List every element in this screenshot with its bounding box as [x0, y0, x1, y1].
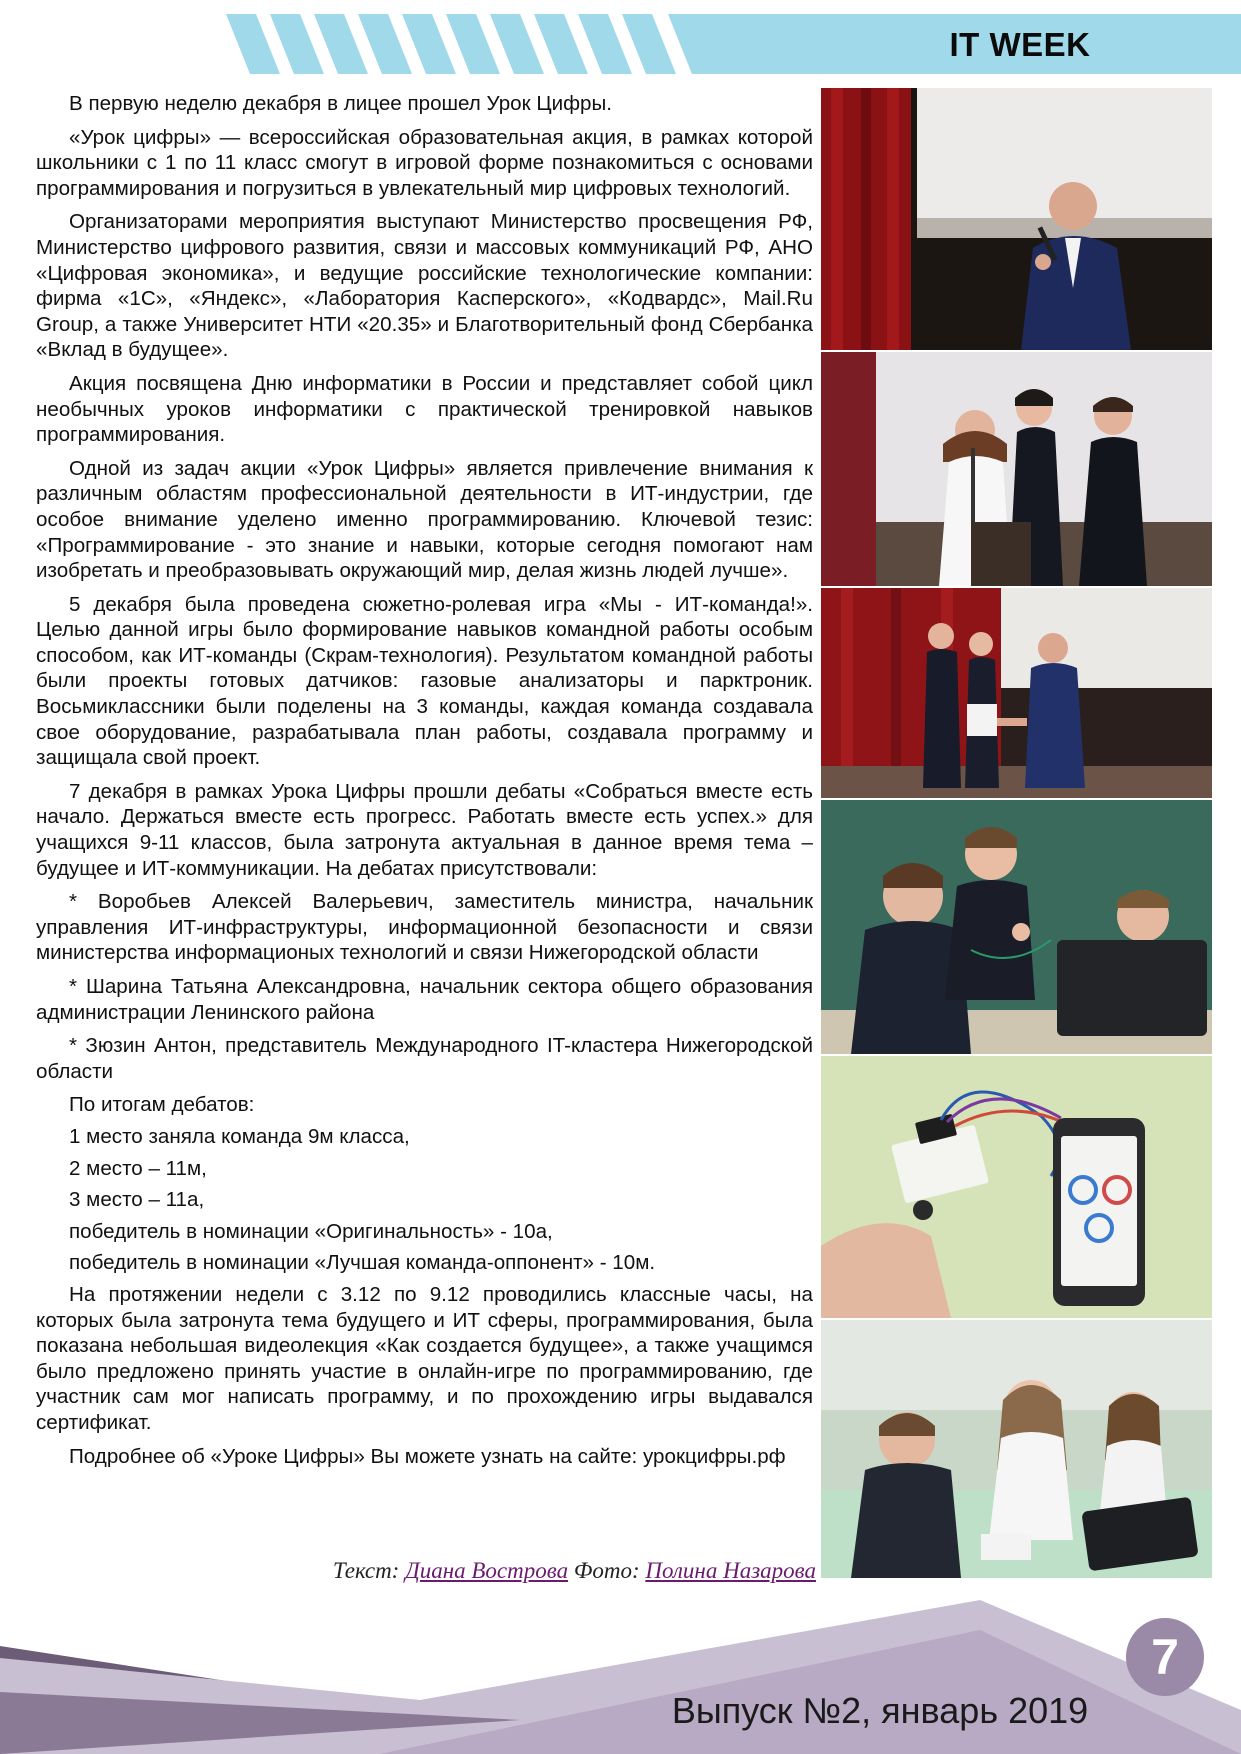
photographer-link[interactable]: Полина Назарова [645, 1558, 816, 1583]
photo-classroom-students [821, 1320, 1212, 1578]
attendee-item: * Шарина Татьяна Александровна, начальник сектора общего образования администрации Ленинского района [36, 975, 813, 1024]
author-link[interactable]: Диана Вострова [405, 1558, 569, 1583]
article-paragraph: Организаторами мероприятия выступают Министерство просвещения РФ, Министерство цифрового развития, связи и массовых коммуникаций РФ, АНО «Цифровая экономика», и ведущие российские технологические компании: фирма «1С», «Яндекс», «Лаборатория Касперского», «Кодвардс», Mail.Ru Group, а также Университет НТИ «20.35» и Благотворительный фонд Сбербанка «Вклад в будущее». [36, 210, 813, 362]
photo-students-laptop [821, 800, 1212, 1054]
article-paragraph: «Урок цифры» — всероссийская образовательная акция, в рамках которой школьники с 1 по 11 класс смогут в игровой форме познакомиться с основами программирования и погрузиться в увлекательный мир цифровых технологий. [36, 125, 813, 200]
results-heading: По итогам дебатов: [69, 1093, 255, 1117]
article-paragraph: 7 декабря в рамках Урока Цифры прошли дебаты «Собраться вместе есть начало. Держаться вместе есть прогресс. Работать вместе есть успех.» для учащихся 9-11 классов, была затронута актуальная в данное время тема – будущее и ИТ-коммуникации. На дебатах присутствовали: [36, 779, 813, 880]
photo-students-podium [821, 352, 1212, 586]
article-paragraph: Одной из задач акции «Урок Цифры» является привлечение внимания к различным областям профессиональной деятельности в ИТ-индустрии, где особое внимание уделено именно программированию. Ключевой тезис: «Программирование - это знание и навыки, которые сегодня помогают нам изобретать и преобразовывать окружающий мир, делая жизнь людей лучше». [36, 456, 813, 583]
result-item: победитель в номинации «Оригинальность» - 10а, [69, 1219, 553, 1243]
article-paragraph: 5 декабря была проведена сюжетно-ролевая игра «Мы - ИТ-команда!». Целью данной игры было формирование навыков командной работы особым способом, как ИТ-команды (Скрам-технология). Результатом командной работы были проекты готовых датчиков: газовые анализаторы и парктроник. Восьмиклассники были поделены на 3 команды, каждая команда создавала свое оборудование, разрабатывала план работы, создавала программу и защищала свой проект. [36, 592, 813, 770]
attendee-item: * Зюзин Антон, представитель Международного IT-кластера Нижегородской области [36, 1034, 813, 1083]
article-body [36, 91, 813, 1477]
article-credits [260, 1558, 816, 1584]
photo-handshake-stage [821, 588, 1212, 798]
article-paragraph: Подробнее об «Уроке Цифры» Вы можете узнать на сайте: урокцифры.рф [69, 1444, 786, 1468]
photo-breadboard-phone [821, 1056, 1212, 1318]
article-paragraph: На протяжении недели с 3.12 по 9.12 проводились классные часы, на которых была затронута тема будущего и ИТ сферы, программирования, была показана небольшая видеолекция «Как создается будущее», а также учащимся было предложено принять участие в онлайн-игре по программированию, где участник сам мог написать программу, и по прохождению игры выдавался сертификат. [36, 1282, 813, 1434]
attendee-item: * Воробьев Алексей Валерьевич, заместитель министра, начальник управления ИТ-инфраструктуры, информационной безопасности и связи министерства информационых технологий и связи Нижегородской области [36, 890, 813, 965]
result-item: 3 место – 11а, [69, 1188, 205, 1212]
section-title: IT WEEK [949, 26, 1091, 63]
text-credit-label: Текст: [332, 1558, 400, 1583]
article-paragraph: В первую неделю декабря в лицее прошел Урок Цифры. [69, 92, 612, 115]
page-number-badge: 7 [1126, 1618, 1204, 1696]
result-item: 1 место заняла команда 9м класса, [69, 1124, 410, 1148]
issue-label: Выпуск №2, январь 2019 [671, 1690, 1089, 1731]
article-paragraph: Акция посвящена Дню информатики в России и представляет собой цикл необычных уроков информатики с практической тренировкой навыков программирования. [36, 371, 813, 447]
photo-credit-label: Фото: [573, 1558, 640, 1583]
result-item: 2 место – 11м, [69, 1156, 207, 1180]
photo-speaker-stage [821, 88, 1212, 350]
result-item: победитель в номинации «Лучшая команда-оппонент» - 10м. [69, 1251, 656, 1275]
